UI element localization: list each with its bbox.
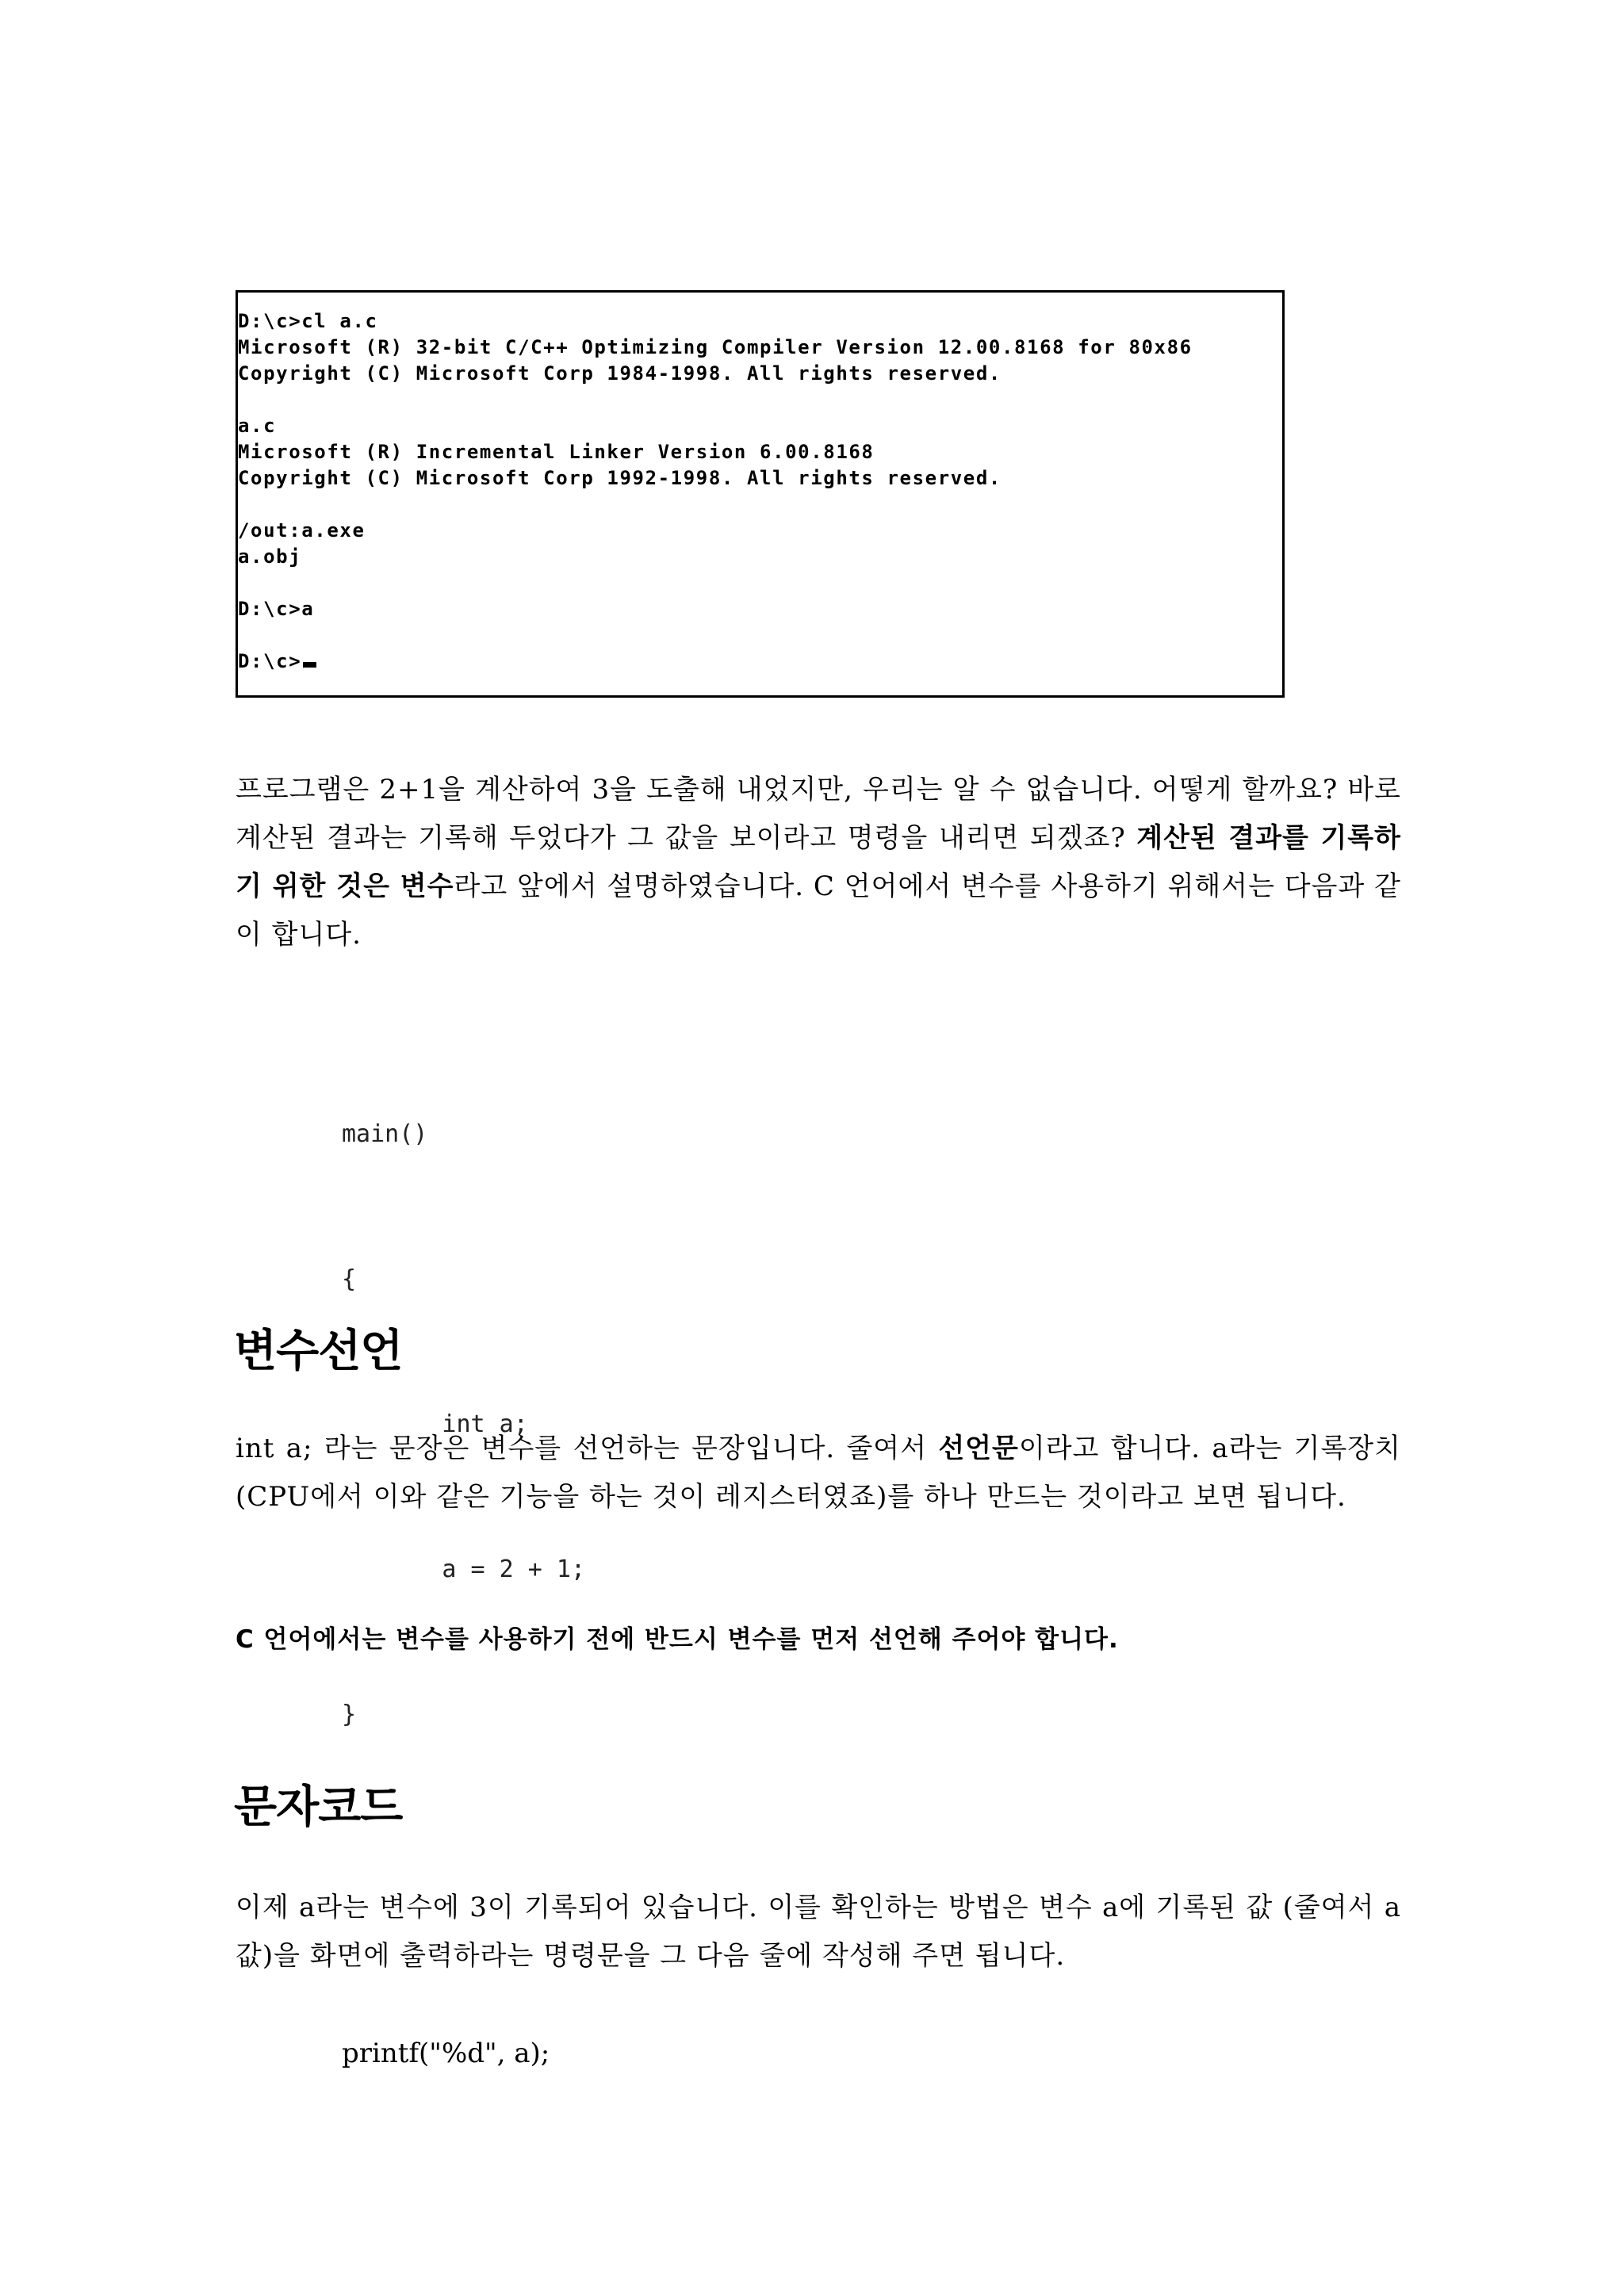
paragraph-text: 프로그램은 2+1을 계산하여 3을 도출해 내었지만, 우리는 알 수 없습니다. 어떻게 할까요? 바로 계산된 결과는 기록해 두었다가 그 값을 보이라고 명령을 내리면 되겠죠?: [236, 774, 1401, 854]
paragraph-bold-text: 선언문: [938, 1433, 1019, 1464]
cursor-icon: [303, 662, 316, 668]
console-prompt-line: [238, 649, 1282, 675]
section-heading-variable-declaration: 변수선언: [234, 1326, 403, 1377]
code-line: {: [342, 1265, 357, 1293]
code-line: a = 2 + 1;: [342, 1556, 586, 1583]
paragraph-character-code: 이제 a라는 변수에 3이 기록되어 있습니다. 이를 확인하는 방법은 변수 a에 기록된 값 (줄여서 a값)을 화면에 출력하라는 명령문을 그 다음 줄에 작성해 주면 됩니다.: [236, 1892, 1401, 1972]
paragraph-text: 이라고 합니다. a라는 기록장치 (CPU에서 이와 같은 기능을 하는 것이 레지스터였죠)를 하나 만드는 것이라고 보면 됩니다.: [236, 1433, 1401, 1513]
console-line: /out:a.exe: [238, 519, 366, 541]
code-block-main: [342, 1013, 585, 1787]
console-line: [238, 492, 1282, 518]
console-line: [238, 570, 1282, 596]
code-line: }: [342, 1701, 357, 1728]
console-line: [238, 622, 1282, 649]
console-line: Copyright (C) Microsoft Corp 1984-1998. All rights reserved.: [238, 362, 1002, 385]
paragraph-bold-text: 계산된 결과를 기록하기 위한 것은 변수: [236, 822, 1401, 902]
paragraph-declaration: [236, 1425, 1401, 1521]
section-heading-character-code: 문자코드: [234, 1781, 403, 1833]
console-line: a.c: [238, 415, 277, 437]
console-line: D:\c>a: [238, 598, 315, 620]
emphasis-note: C 언어에서는 변수를 사용하기 전에 반드시 변수를 먼저 선언해 주어야 합니다.: [236, 1625, 1119, 1654]
code-printf: printf("%d", a);: [342, 2038, 550, 2069]
paragraph-text: 라고 앞에서 설명하였습니다. C 언어에서 변수를 사용하기 위해서는 다음과 같이 합니다.: [236, 871, 1401, 951]
console-line: Microsoft (R) 32-bit C/C++ Optimizing Compiler Version 12.00.8168 for 80x86: [238, 336, 1193, 358]
console-line: Microsoft (R) Incremental Linker Version 6.00.8168: [238, 441, 875, 463]
code-line: int a;: [342, 1410, 528, 1438]
code-line: main(): [342, 1120, 428, 1148]
console-output-screenshot: [236, 290, 1285, 698]
console-line: a.obj: [238, 545, 302, 568]
console-prompt: D:\c>: [238, 650, 302, 672]
paragraph-intro: [236, 766, 1401, 959]
console-line: Copyright (C) Microsoft Corp 1992-1998. All rights reserved.: [238, 467, 1002, 489]
console-line: [238, 387, 1282, 413]
console-line: D:\c>cl a.c: [238, 310, 378, 332]
paragraph-text: int a; 라는 문장은 변수를 선언하는 문장입니다. 줄여서: [236, 1433, 939, 1464]
